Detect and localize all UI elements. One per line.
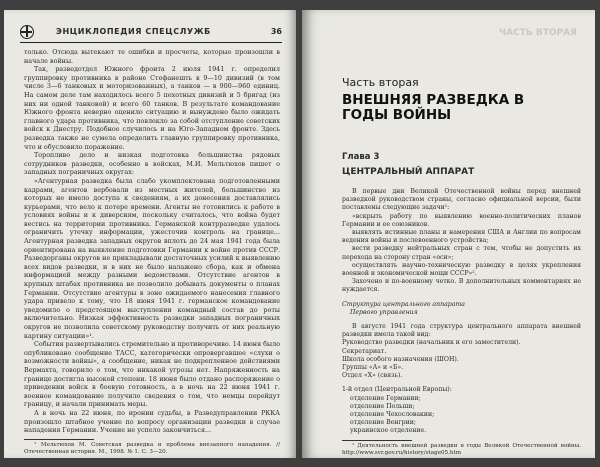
list-item: Отдел «Х» (связь). — [342, 372, 403, 380]
right-page — [302, 10, 595, 458]
chapter-label: Глава 3 — [342, 152, 380, 162]
paragraph: Захочено и по-военному четко. В дополнительных комментариях не нуждается. — [342, 278, 581, 294]
page-number: 36 — [270, 27, 282, 36]
list-item: Школа особого назначения (ШОН). — [342, 355, 459, 363]
footnote: ¹ Деятельность внешней разведки в годы Великой Отечественной войны. http://www.svr.gov.ru/history/stage05.htm — [342, 442, 581, 456]
left-page — [4, 10, 296, 458]
paragraph: только. Отсюда вытекают те ошибки и просчеты, которые произошли в начале войны. — [24, 48, 280, 65]
paragraph: События развертывались стремительно и противоречиво. 14 июня было опубликовано сообщение ТАСС, категорически опровергавшее «слухи о возможности войны», а сообщение, никак не подкрепленное действиями Вермахта, говорило о том, что никакой угрозы нет. Напряженность на границе достигла высокой степени. 18 июня было отдано распоряжение о приведении войск в боевую готовность, а в ночь на 22 июня 1941 г. военное командование получило сведения о том, что немцы перейдут границу, и начали принимать меры. — [24, 340, 280, 409]
quote-paragraph: вести разведку нейтральных стран с тем, чтобы не допустить их перехода на сторону стран «оси»; — [342, 245, 581, 261]
list-item: Руководство разведки (начальник и его заместители). — [342, 339, 521, 347]
part-label: Часть вторая — [342, 76, 419, 89]
list-item: отделение Венгрии; — [350, 419, 416, 427]
header-title: ЭНЦИКЛОПЕДИЯ СПЕЦСЛУЖБ — [56, 27, 211, 36]
quote-paragraph: «Агентурная разведка была слабо укомплектована подготовленными кадрами, агентов вербовали из местных жителей, большинство из которых не имело доступа к сведениям, а их донесения доставлялись курьерами, что вело к потере времени. Агенты не готовились к работе в условиях войны и к диверсиям, поскольку считалось, что война будет вестись на территории противника. Германской контрразведке удалось ограничить утечку информации, ужесточив контроль на границе... Агентурная разведка западных округов вплоть до 24 мая 1941 года была ориентирована на выявление подготовки Германии к войне против СССР. Разведорганы округов не прикладывали достаточных усилий к выявлению всех видов разведки, и в них не было налажено сбора, как и обмена информацией между разными ведомствами. Отсутствие агентов в крупных штабах противника не позволило добывать документы о планах Германии. Отсутствие агентуры в зоне ожидаемого нанесения главного удара привело к тому, что 18 июня 1941 г. германское командование уведомило о предстоящем выступлении командный состав до роты включительно. Низкая эффективность разведки западных пограничных округов не позволила советскому руководству получить от них реальную картину ситуации»¹. — [24, 176, 280, 340]
left-body-text — [24, 48, 280, 456]
globe-logo-icon — [20, 25, 34, 39]
paragraph: Так, разведотдел Южного фронта 2 июля 1941 г. определил группировку противника в районе Стефанешть в 9—10 дивизий (в том числе 3—6 танковых и моторизованных), а танков — в 900—960 единиц. На самом деле там находилось всего 5 пехотных дивизий и 5 бригад (из них ни одной танковой) и всего 60 танков. В результате командование Южного фронта неверно оценило ситуацию и вынуждено было ожидать главного удара противника, что повлекло за собой отступление советских войск к Днестру. Подобное случилось и на Юго-Западном фронте. Здесь разведка также не сумела определить главную группировку противника, что и обусловило поражение. — [24, 65, 280, 151]
chapter-title: ЦЕНТРАЛЬНЫЙ АППАРАТ — [342, 167, 475, 177]
quote-paragraph: «вскрыть работу по выявлению военно-политических планов Германии и ее союзников. — [342, 212, 581, 228]
list-item: отделение Чехословакии; — [350, 411, 435, 419]
paragraph: Торопливо дело и низкая подготовка большинства рядовых сотрудников разведки, особенно в войсках, М.И. Мельтюхов пишет о западных пограничных округах: — [24, 151, 280, 177]
footnote-rule — [24, 439, 94, 440]
section-title: Структура центрального аппарата — [342, 300, 465, 308]
list-item: Секретариат. — [342, 347, 387, 355]
department-title: 1-й отдел (Центральной Европы): — [342, 386, 452, 394]
list-item: отделение Польши; — [350, 402, 415, 410]
paragraph: В первые дни Великой Отечественной войны перед внешней разведкой руководством страны, согласно официальной версии, были поставлены следующие задачи¹: — [342, 188, 581, 212]
paragraph: В августе 1941 года структура центрального аппарата внешней разведки имела такой вид: — [342, 323, 581, 339]
footnote: ¹ Мельтюхов М. Советская разведка и проблема внезапного нападения. // Отечественная история. М., 1998. № 1. С. 3—20. — [24, 441, 280, 455]
show-through-header: ЧАСТЬ ВТОРАЯ — [498, 28, 577, 38]
quote-paragraph: выявлять истинные планы и намерения США и Англии по вопросам ведения войны и послевоенного устройства; — [342, 229, 581, 245]
list-item: украинское отделение. — [350, 427, 427, 435]
right-body-text — [342, 188, 581, 457]
quote-paragraph: осуществлять научно-техническую разведку в целях укрепления военной и экономической мощи СССР»². — [342, 261, 581, 278]
list-item: отделение Германии; — [350, 394, 421, 402]
list-item: Группы «А» и «Б». — [342, 364, 404, 372]
part-title: ВНЕШНЯЯ РАЗВЕДКА В ГОДЫ ВОЙНЫ — [342, 92, 525, 123]
section-subtitle: Первого управления — [350, 308, 418, 316]
footnote-rule — [342, 440, 412, 441]
paragraph: А в ночь на 22 июня, по иронии судьбы, в Разведуправлении РККА произошло штабное учение по вопросу организации разведки в случае нападения Германии. Учение не успело закончиться... — [24, 408, 280, 435]
running-header — [20, 26, 282, 43]
